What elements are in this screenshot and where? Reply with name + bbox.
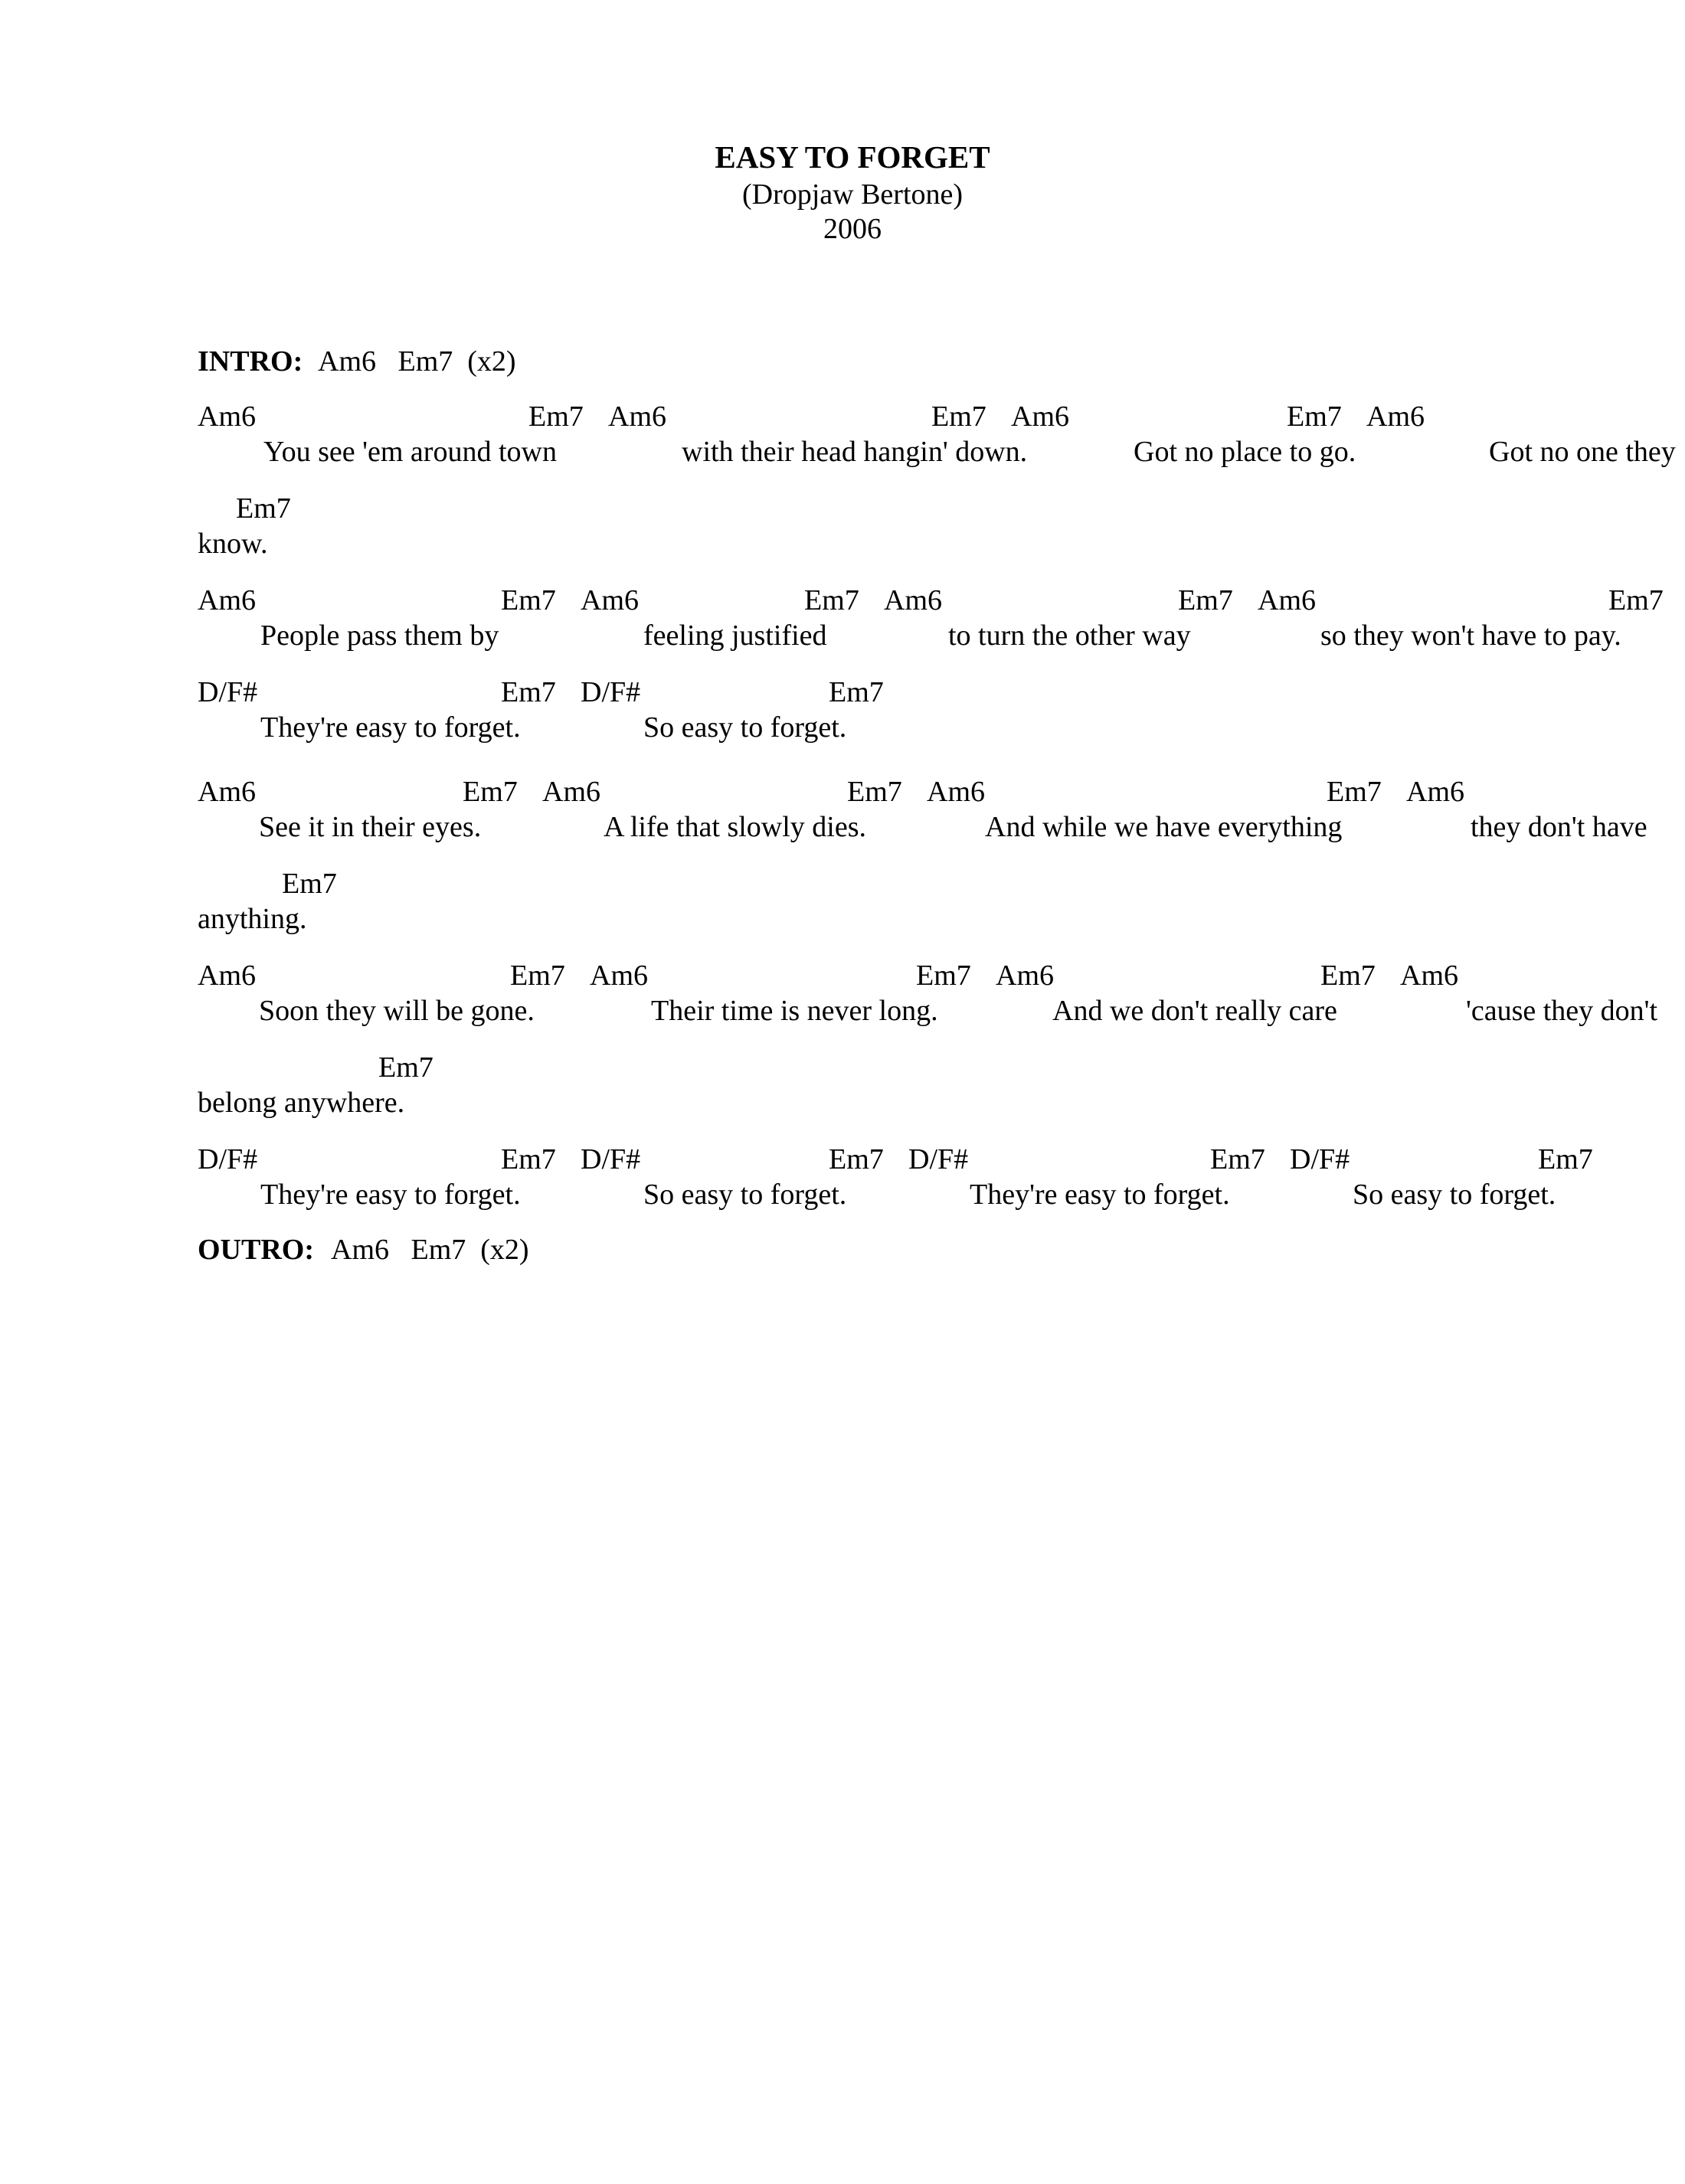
lyric-line <box>198 901 1683 937</box>
chord: D/F# <box>198 1143 258 1175</box>
lyric: so they won't have to pay. <box>1320 620 1621 652</box>
lyric: they don't have <box>1471 811 1647 843</box>
chord-line <box>198 582 1683 619</box>
outro-line <box>198 1231 1683 1268</box>
outro-chords: Am6 Em7 (x2) <box>331 1234 529 1266</box>
chord: Em7 <box>236 492 291 525</box>
lyric-line <box>198 709 1683 746</box>
song-title: EASY TO FORGET <box>715 139 990 175</box>
lyric: And we don't really care <box>1052 995 1337 1027</box>
song-artist: (Dropjaw Bertone) <box>741 178 964 211</box>
intro-chords: Am6 Em7 (x2) <box>318 345 516 378</box>
lyric: anything. <box>198 903 307 935</box>
chord: Am6 <box>198 776 256 808</box>
chord: Em7 <box>829 676 884 708</box>
lyric: to turn the other way <box>948 620 1191 652</box>
lyric: See it in their eyes. <box>259 811 482 843</box>
chord: D/F# <box>1290 1143 1350 1175</box>
lyric: People pass them by <box>260 620 499 652</box>
chord-line <box>198 1049 1683 1086</box>
chord: Em7 <box>378 1051 434 1084</box>
chord: Em7 <box>829 1143 884 1175</box>
chord-line <box>198 398 1683 435</box>
lyric: A life that slowly dies. <box>604 811 867 843</box>
chord-line <box>198 490 1683 527</box>
chord: D/F# <box>581 1143 641 1175</box>
chord-line <box>198 865 1683 902</box>
chord: Am6 <box>581 584 639 616</box>
chord: Em7 <box>282 868 337 900</box>
chord: Am6 <box>884 584 942 616</box>
chord: Am6 <box>198 401 256 433</box>
chord-line <box>198 957 1683 994</box>
chord: Am6 <box>1366 401 1425 433</box>
chord-line <box>198 773 1683 810</box>
chord: Em7 <box>916 960 971 992</box>
chord: Em7 <box>510 960 565 992</box>
chord: Am6 <box>590 960 648 992</box>
chord: Em7 <box>931 401 986 433</box>
lyric: know. <box>198 528 268 560</box>
chord: Em7 <box>847 776 902 808</box>
chord: Am6 <box>198 584 256 616</box>
lyric: with their head hangin' down. <box>682 436 1028 468</box>
chord: Em7 <box>501 1143 556 1175</box>
song-year: 2006 <box>823 213 882 245</box>
chord: Am6 <box>542 776 600 808</box>
lyric: feeling justified <box>643 620 827 652</box>
lyric: belong anywhere. <box>198 1087 405 1119</box>
chord: Em7 <box>528 401 584 433</box>
lyric: 'cause they don't <box>1466 995 1658 1027</box>
chord: Em7 <box>1287 401 1342 433</box>
lyric: Their time is never long. <box>651 995 938 1027</box>
lyric: Got no one they <box>1489 436 1676 468</box>
lyric: So easy to forget. <box>643 1179 847 1211</box>
lyric: They're easy to forget. <box>970 1179 1230 1211</box>
lyric-line <box>198 525 1683 562</box>
lyric: Soon they will be gone. <box>259 995 535 1027</box>
chord-line <box>198 674 1683 711</box>
chord: Em7 <box>501 676 556 708</box>
chord: Em7 <box>463 776 518 808</box>
song-header <box>0 136 1685 247</box>
chord: Em7 <box>1320 960 1376 992</box>
chord: Am6 <box>996 960 1054 992</box>
lyric: And while we have everything <box>985 811 1343 843</box>
chord: D/F# <box>581 676 641 708</box>
lyric: They're easy to forget. <box>260 1179 521 1211</box>
chord: Am6 <box>1258 584 1316 616</box>
chord: D/F# <box>198 676 258 708</box>
lyric: So easy to forget. <box>1353 1179 1556 1211</box>
chord: Am6 <box>198 960 256 992</box>
lyric-line <box>198 809 1683 845</box>
lyric-line <box>198 992 1683 1029</box>
chord: D/F# <box>908 1143 969 1175</box>
chord: Em7 <box>1538 1143 1593 1175</box>
lyric-line <box>198 433 1683 470</box>
chord: Em7 <box>1608 584 1664 616</box>
chord-line <box>198 1141 1683 1178</box>
intro-label: INTRO: <box>198 345 303 378</box>
chord: Em7 <box>804 584 859 616</box>
outro-label: OUTRO: <box>198 1234 314 1266</box>
chord: Em7 <box>1210 1143 1265 1175</box>
lyric: So easy to forget. <box>643 711 847 744</box>
lyric: They're easy to forget. <box>260 711 521 744</box>
chord: Am6 <box>608 401 666 433</box>
chord: Em7 <box>501 584 556 616</box>
lyric-line <box>198 1176 1683 1213</box>
chord: Em7 <box>1327 776 1382 808</box>
chord: Am6 <box>927 776 985 808</box>
lyric: Got no place to go. <box>1134 436 1356 468</box>
chord: Am6 <box>1406 776 1464 808</box>
lyric-line <box>198 617 1683 654</box>
chord: Am6 <box>1400 960 1458 992</box>
chord: Am6 <box>1011 401 1069 433</box>
lyric: You see 'em around town <box>263 436 557 468</box>
intro-line <box>198 343 1683 380</box>
lyric-line <box>198 1084 1683 1121</box>
chord: Em7 <box>1178 584 1233 616</box>
